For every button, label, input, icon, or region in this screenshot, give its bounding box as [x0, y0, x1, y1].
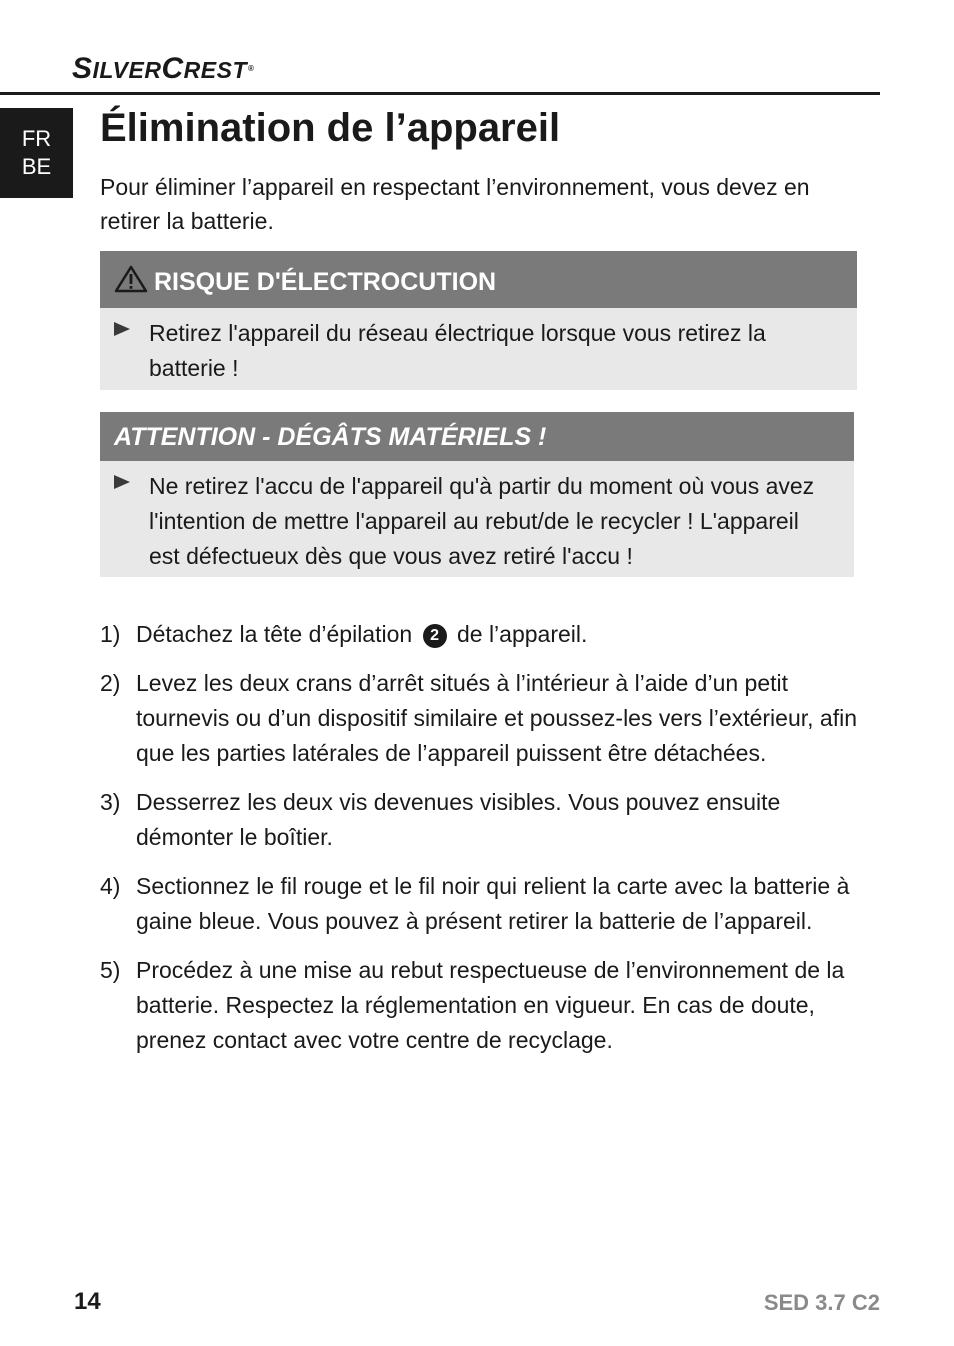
model-number: SED 3.7 C2: [763, 1290, 880, 1315]
intro-paragraph: Pour éliminer l’appareil en respectant l’environnement, vous devez en retirer la batterie.: [100, 174, 810, 234]
language-code-fr: FR: [21, 126, 52, 151]
warning-box: [100, 251, 857, 390]
step-number: 1): [100, 621, 121, 647]
steps-list: [100, 617, 860, 1072]
step-number: 5): [100, 957, 121, 983]
attention-box: [100, 412, 854, 577]
step-item: 2) Levez les deux crans d’arrêt situés à l’intérieur à l’aide d’un petit tournevis ou d’un dispositif similaire et poussez-les vers l’extérieur, afin que les parties latérales de l’appareil puissent être détachées.: [100, 666, 860, 771]
language-code-be: BE: [21, 154, 52, 179]
step-item: 5) Procédez à une mise au rebut respectueuse de l’environnement de la batterie. Respectez la réglementation en vigueur. En cas de doute, prenez contact avec votre centre de recyclage.: [100, 953, 860, 1058]
part-reference-badge: 2: [423, 624, 447, 648]
page-title: Élimination de l’appareil: [100, 106, 561, 150]
step-number: 3): [100, 789, 121, 815]
step-item: 1) Détachez la tête d’épilation 2 de l’appareil.: [100, 617, 860, 652]
arrow-bullet-icon: [114, 322, 130, 336]
arrow-bullet-icon: [114, 475, 130, 489]
attention-heading: ATTENTION - DÉGÂTS MATÉRIELS !: [114, 423, 547, 451]
step-number: 4): [100, 873, 121, 899]
step-item: 4) Sectionnez le fil rouge et le fil noir qui relient la carte avec la batterie à gaine bleue. Vous pouvez à présent retirer la batterie de l’appareil.: [100, 869, 860, 939]
warning-item: Retirez l'appareil du réseau électrique lorsque vous retirez la batterie !: [100, 308, 857, 386]
warning-heading: RISQUE D'ÉLECTROCUTION: [154, 268, 497, 296]
header-divider: [0, 92, 880, 95]
attention-item: Ne retirez l'accu de l'appareil qu'à partir du moment où vous avez l'intention de mettre l'appareil au rebut/de le recycler ! L'appareil est défectueux dès que vous avez retiré l'accu !: [100, 461, 854, 574]
attention-box-header: [100, 412, 854, 461]
page-number: 14: [74, 1288, 101, 1315]
language-tab: [0, 108, 73, 198]
step-number: 2): [100, 670, 121, 696]
warning-triangle-icon: [114, 265, 148, 300]
warning-box-header: [100, 251, 857, 308]
brand-logo: SILVERCREST®: [72, 52, 255, 85]
step-item: 3) Desserrez les deux vis devenues visibles. Vous pouvez ensuite démonter le boîtier.: [100, 785, 860, 855]
